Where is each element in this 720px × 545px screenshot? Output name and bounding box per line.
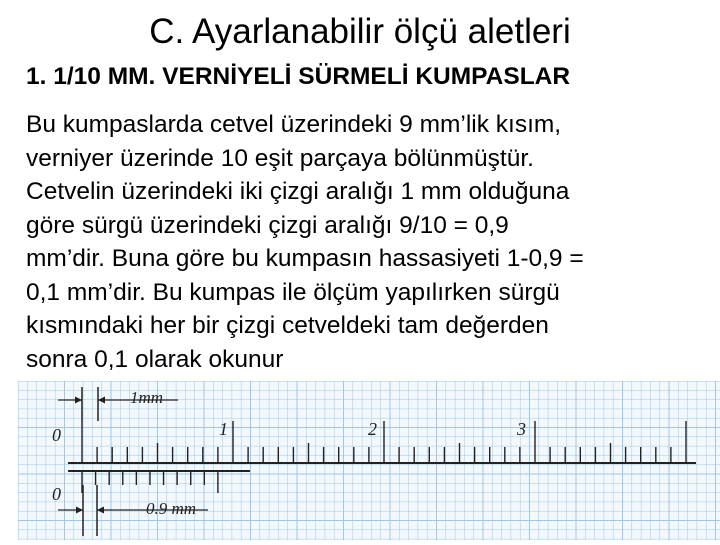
main-scale-zero-label: 0	[52, 425, 61, 445]
body-line: sonra 0,1 olarak okunur	[26, 345, 284, 373]
body-line: göre sürgü üzerindeki çizgi aralığı 9/10 = 0,9	[26, 211, 509, 239]
vernier-diagram	[18, 381, 720, 540]
main-spacing-label: 1mm	[130, 388, 164, 407]
body-line: kısmındaki her bir çizgi cetveldeki tam değerden	[26, 312, 549, 339]
body-line: Bu kumpaslarda cetvel üzerindeki 9 mm’lik kısım,	[26, 111, 562, 138]
vernier-drawing	[18, 381, 720, 540]
body-line: verniyer üzerinde 10 eşit parçaya bölünmüştür.	[26, 144, 534, 172]
main-scale-number: 2	[368, 419, 377, 439]
slide-subtitle: 1. 1/10 MM. VERNİYELİ SÜRMELİ KUMPASLAR	[26, 63, 571, 90]
body-line: mm’dir. Buna göre bu kumpasın hassasiyeti 1-0,9 =	[26, 245, 584, 272]
main-scale-number: 1	[219, 419, 228, 439]
body-line: 0,1 mm’dir. Bu kumpas ile ölçüm yapılırken sürgü	[26, 278, 560, 306]
main-scale-number: 3	[517, 419, 526, 439]
body-text	[26, 108, 716, 376]
slide-title: C. Ayarlanabilir ölçü aletleri	[149, 12, 571, 51]
vernier-spacing-label: 0.9 mm	[146, 499, 197, 518]
vernier-zero-label: 0	[52, 484, 61, 504]
body-line: Cetvelin üzerindeki iki çizgi aralığı 1 mm olduğuna	[26, 178, 570, 205]
